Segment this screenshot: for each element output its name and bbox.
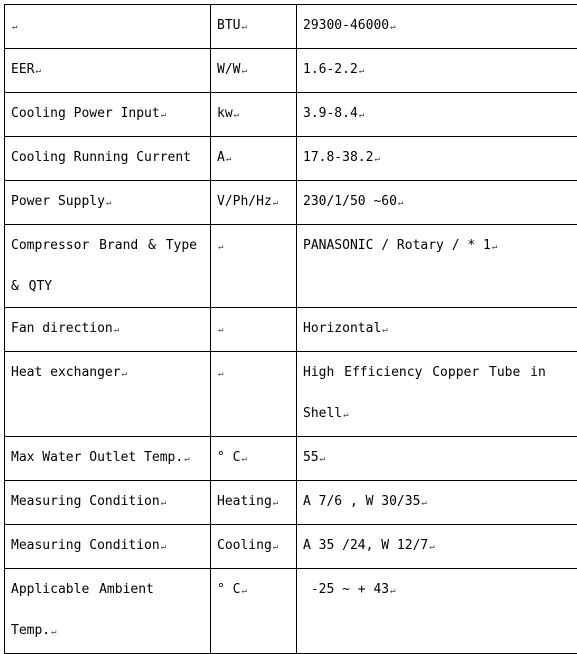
table-cell-value [297,137,577,181]
cell-text: ° C [217,582,240,597]
paragraph-mark: ↵ [359,110,364,120]
table-row [5,137,577,181]
table-row [5,5,577,49]
cell-text: PANASONIC / Rotary / * 1 [303,238,491,253]
table-cell-unit [211,437,297,481]
table-cell-label [5,569,211,654]
cell-text: EER [11,62,34,77]
table-cell-unit [211,525,297,569]
paragraph-mark: ↵ [241,454,246,464]
paragraph-mark: ↵ [390,22,395,32]
table-cell-unit [211,137,297,181]
paragraph-mark: ↵ [374,154,379,164]
paragraph-mark: ↵ [359,66,364,76]
cell-text: V/Ph/Hz [217,194,272,209]
paragraph-mark: ↵ [161,110,166,120]
paragraph-mark: ↵ [241,586,246,596]
table-cell-unit [211,49,297,93]
paragraph-mark: ↵ [343,410,348,420]
cell-text: Max Water Outlet Temp. [11,450,183,465]
cell-text: Measuring Condition [11,494,160,509]
table-cell-value [297,49,577,93]
paragraph-mark: ↵ [273,198,278,208]
cell-text: A 35 /24, W 12/7 [303,538,428,553]
cell-text: Power Supply [11,194,105,209]
cell-text: Compressor Brand & Type & QTY [11,238,197,294]
table-cell-value [297,569,577,654]
cell-text: Cooling Running Current [11,150,191,165]
table-row [5,352,577,437]
cell-text: Cooling [217,538,272,553]
paragraph-mark: ↵ [320,454,325,464]
cell-text: 230/1/50 ~60 [303,194,397,209]
paragraph-mark: ↵ [51,627,56,637]
table-cell-value [297,481,577,525]
cell-text: Fan direction [11,321,113,336]
table-cell-label [5,137,211,181]
paragraph-mark: ↵ [421,498,426,508]
table-cell-label [5,525,211,569]
cell-text: Applicable Ambient Temp. [11,582,154,638]
cell-text: Heat exchanger [11,365,121,380]
table-cell-unit [211,481,297,525]
cell-text: ° C [217,450,240,465]
paragraph-mark: ↵ [114,325,119,335]
table-row [5,49,577,93]
table-cell-label [5,308,211,352]
cell-text: 17.8-38.2 [303,150,373,165]
table-cell-value [297,525,577,569]
paragraph-mark: ↵ [35,66,40,76]
paragraph-mark: ↵ [241,66,246,76]
table-row [5,93,577,137]
paragraph-mark: ↵ [12,22,17,32]
table-row [5,569,577,654]
cell-text: 3.9-8.4 [303,106,358,121]
cell-text: High Efficiency Copper Tube in Shell [303,365,546,421]
table-cell-label [5,181,211,225]
paragraph-mark: ↵ [390,586,395,596]
paragraph-mark: ↵ [241,22,246,32]
table-cell-unit [211,93,297,137]
table-cell-label [5,5,211,49]
cell-text: Heating [217,494,272,509]
cell-text: 29300-46000 [303,18,389,33]
cell-text: BTU [217,18,240,33]
table-row [5,481,577,525]
table-cell-label [5,352,211,437]
cell-text: Cooling Power Input [11,106,160,121]
paragraph-mark: ↵ [382,325,387,335]
table-cell-value [297,5,577,49]
table-cell-unit [211,5,297,49]
table-row [5,181,577,225]
paragraph-mark: ↵ [218,369,223,379]
cell-text: -25 ~ + 43 [311,582,389,597]
table-cell-label [5,481,211,525]
paragraph-mark: ↵ [161,498,166,508]
table-cell-value [297,225,577,308]
cell-text: 1.6-2.2 [303,62,358,77]
paragraph-mark: ↵ [218,242,223,252]
table-cell-label [5,225,211,308]
table-row [5,437,577,481]
table-cell-unit [211,181,297,225]
table-row [5,225,577,308]
cell-text: Measuring Condition [11,538,160,553]
paragraph-mark: ↵ [273,498,278,508]
cell-text: A [217,150,225,165]
table-cell-label [5,437,211,481]
paragraph-mark: ↵ [106,198,111,208]
table-cell-unit [211,352,297,437]
table-cell-label [5,93,211,137]
paragraph-mark: ↵ [492,242,497,252]
paragraph-mark: ↵ [218,325,223,335]
table-cell-value [297,181,577,225]
table-cell-unit [211,308,297,352]
paragraph-mark: ↵ [184,454,189,464]
table-cell-unit [211,569,297,654]
spec-table [4,4,577,654]
paragraph-mark: ↵ [226,154,231,164]
paragraph-mark: ↵ [429,542,434,552]
paragraph-mark: ↵ [398,198,403,208]
paragraph-mark: ↵ [273,542,278,552]
table-cell-value [297,437,577,481]
table-cell-value [297,308,577,352]
table-cell-value [297,93,577,137]
table-cell-value [297,352,577,437]
paragraph-mark: ↵ [234,110,239,120]
cell-text: 55 [303,450,319,465]
cell-text: kw [217,106,233,121]
paragraph-mark: ↵ [122,369,127,379]
cell-text: W/W [217,62,240,77]
cell-text: Horizontal [303,321,381,336]
table-cell-label [5,49,211,93]
paragraph-mark: ↵ [161,542,166,552]
cell-text: A 7/6 , W 30/35 [303,494,420,509]
table-row [5,525,577,569]
table-cell-unit [211,225,297,308]
table-row [5,308,577,352]
